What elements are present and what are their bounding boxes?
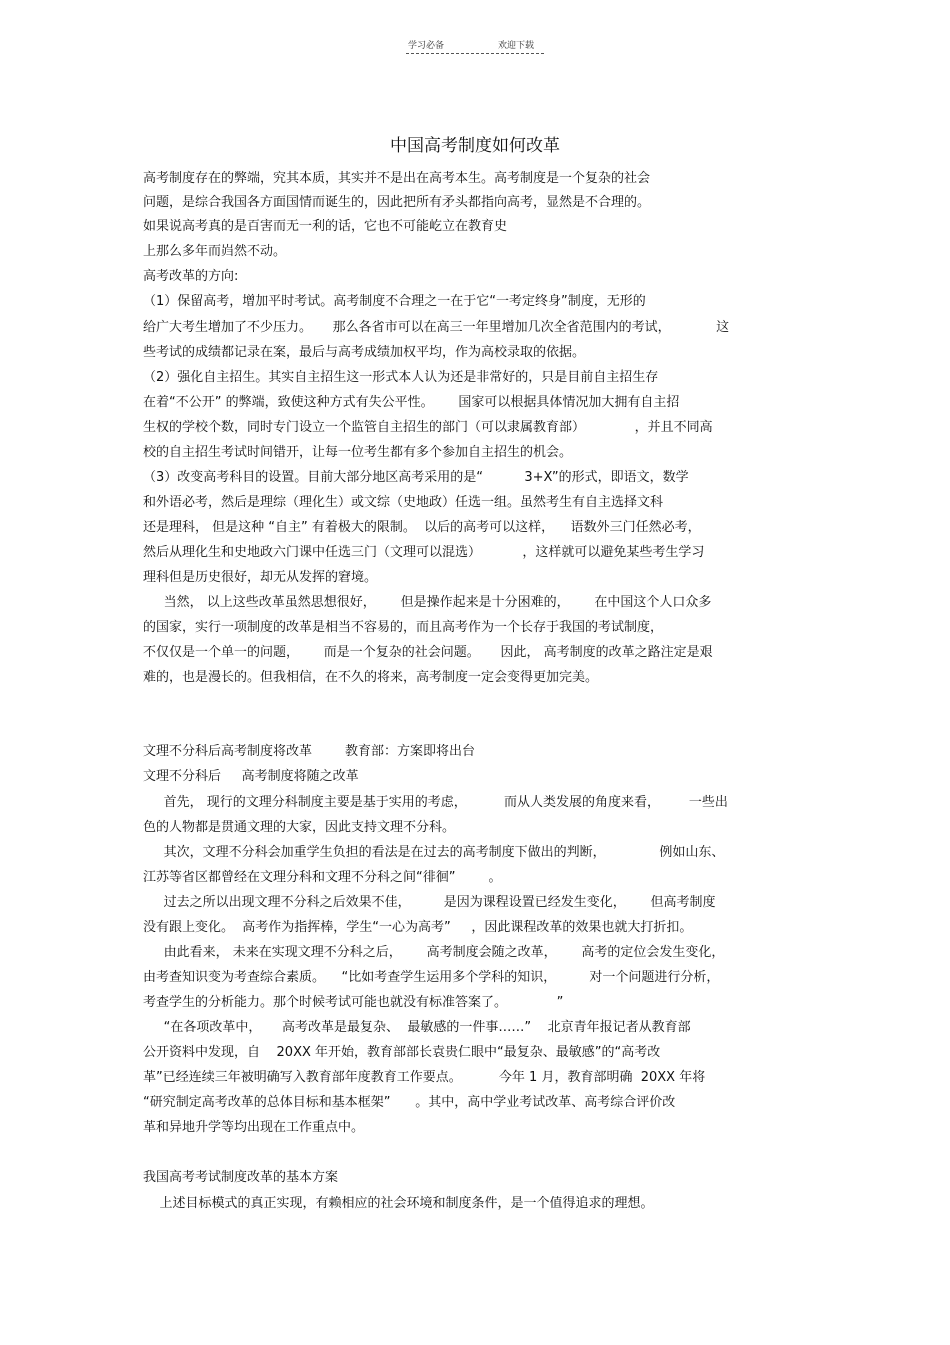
header-divider <box>406 53 544 54</box>
page-title: 中国高考制度如何改革 <box>390 136 560 156</box>
text-line: 些考试的成绩都记录在案，最后与高考成绩加权平均，作为高校录取的依据。 <box>143 345 586 360</box>
text-line: 如果说高考真的是百害而无一利的话，它也不可能屹立在教育史 <box>143 219 508 234</box>
text-line: 色的人物都是贯通文理的大家，因此支持文理不分科。 <box>143 820 456 835</box>
text-line: 其次，文理不分科会加重学生负担的看法是在过去的高考制度下做出的判断， 例如山东、 <box>143 845 725 860</box>
text-line: “研究制定高考改革的总体目标和基本框架” 。其中，高中学业考试改革、高考综合评价改 <box>143 1095 676 1110</box>
text-line: （3）改变高考科目的设置。目前大部分地区高考采用的是“ 3+X”的形式，即语文，数学 <box>143 470 689 485</box>
text-line: 和外语必考，然后是理综（理化生）或文综（史地政）任选一组。虽然考生有自主选择文科 <box>143 495 664 510</box>
text-line: 生权的学校个数，同时专门设立一个监管自主招生的部门（可以隶属教育部） ，并且不同高 <box>143 420 713 435</box>
text-line: 上述目标模式的真正实现，有赖相应的社会环境和制度条件，是一个值得追求的理想。 <box>143 1196 654 1211</box>
text-line: 难的，也是漫长的。但我相信，在不久的将来，高考制度一定会变得更加完美。 <box>143 670 599 685</box>
text-line: 的国家，实行一项制度的改革是相当不容易的，而且高考作为一个长存于我国的考试制度， <box>143 620 664 635</box>
text-line: 不仅仅是一个单一的问题， 而是一个复杂的社会问题。 因此， 高考制度的改革之路注定是艰 <box>143 645 713 660</box>
header-right-text: 欢迎下载 <box>498 41 535 51</box>
text-line: 问题，是综合我国各方面国情而诞生的，因此把所有矛头都指向高考，显然是不合理的。 <box>143 195 651 210</box>
section-heading: 我国高考考试制度改革的基本方案 <box>143 1170 339 1185</box>
text-line: 过去之所以出现文理不分科之后效果不佳， 是因为课程设置已经发生变化， 但高考制度 <box>143 895 716 910</box>
text-line: 由考查知识变为考查综合素质。 “比如考查学生运用多个学科的知识， 对一个问题进行分析， <box>143 970 720 985</box>
text-line: 高考改革的方向: <box>143 269 239 284</box>
text-line: 校的自主招生考试时间错开，让每一位考生都有多个参加自主招生的机会。 <box>143 445 573 460</box>
text-line: 没有跟上变化。 高考作为指挥棒，学生“一心为高考” ，因此课程改革的效果也就大打折扣。 <box>143 920 693 935</box>
text-line: 考查学生的分析能力。那个时候考试可能也就没有标准答案了。 ” <box>143 995 564 1010</box>
text-line: 革和异地升学等均出现在工作重点中。 <box>143 1120 365 1135</box>
text-line: “在各项改革中， 高考改革是最复杂、 最敏感的一件事……” 北京青年报记者从教育部 <box>143 1020 691 1035</box>
text-line: 首先， 现行的文理分科制度主要是基于实用的考虑， 而从人类发展的角度来看， 一些出 <box>143 795 728 810</box>
text-line: 在着“不公开” 的弊端，致使这种方式有失公平性。 国家可以根据具体情况加大拥有自主招 <box>143 395 680 410</box>
text-line: 革”已经连续三年被明确写入教育部年度教育工作要点。 今年 1 月，教育部明确 20XX 年将 <box>143 1070 706 1085</box>
text-line: 高考制度存在的弊端，究其本质，其实并不是出在高考本生。高考制度是一个复杂的社会 <box>143 171 651 186</box>
text-line: （1）保留高考，增加平时考试。高考制度不合理之一在于它“一考定终身”制度，无形的 <box>143 294 646 309</box>
text-line: 理科但是历史很好，却无从发挥的窘境。 <box>143 570 378 585</box>
text-line: 然后从理化生和史地政六门课中任选三门（文理可以混选） ，这样就可以避免某些考生学习 <box>143 545 705 560</box>
text-line: 上那么多年而岿然不动。 <box>143 244 287 259</box>
section-heading: 文理不分科后高考制度将改革 教育部：方案即将出台 <box>143 744 476 759</box>
text-line: 当然， 以上这些改革虽然思想很好， 但是操作起来是十分困难的， 在中国这个人口众多 <box>143 595 712 610</box>
text-line: 文理不分科后 高考制度将随之改革 <box>143 769 359 784</box>
text-line: （2）强化自主招生。其实自主招生这一形式本人认为还是非常好的，只是目前自主招生存 <box>143 370 659 385</box>
text-line: 江苏等省区都曾经在文理分科和文理不分科之间“徘徊” 。 <box>143 870 502 885</box>
text-line: 由此看来， 未来在实现文理不分科之后， 高考制度会随之改革， 高考的定位会发生变化， <box>143 945 725 960</box>
text-line: 公开资料中发现，自 20XX 年开始，教育部部长袁贵仁眼中“最复杂、最敏感”的“高考改 <box>143 1045 661 1060</box>
text-line: 给广大考生增加了不少压力。 那么各省市可以在高三一年里增加几次全省范围内的考试， 这 <box>143 320 730 335</box>
header-left-text: 学习必备 <box>408 41 445 51</box>
text-line: 还是理科， 但是这种 “自主” 有着极大的限制。 以后的高考可以这样， 语数外三门任然必考， <box>143 520 701 535</box>
